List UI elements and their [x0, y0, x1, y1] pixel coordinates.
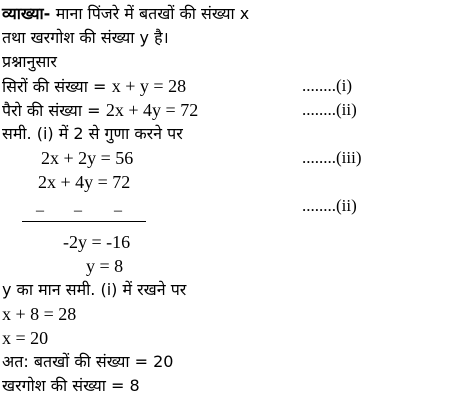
- ref-iii: ........(iii): [302, 148, 362, 167]
- answer-ducks: अत: बतखों की संख्या = 20: [2, 352, 174, 371]
- line-12-substitute: y का मान समी. (i) में रखने पर: [2, 280, 187, 299]
- subtraction-rule: [22, 221, 146, 222]
- ref-i: ........(i): [302, 76, 353, 95]
- equation-ii-repeat: 2x + 4y = 72: [38, 172, 131, 192]
- equation-x-plus-8: x + 8 = 28: [2, 304, 77, 324]
- statement-ducks: माना पिंजरे में बतखों की संख्या x: [55, 4, 250, 23]
- equation-iii: 2x + 2y = 56: [41, 148, 134, 168]
- line-6-multiply: समी. (i) में 2 से गुणा करने पर: [2, 124, 183, 143]
- line-5-legs: [2, 99, 198, 122]
- answer-rabbits: खरगोश की संख्या = 8: [2, 376, 140, 395]
- line-3-prashnanusar: प्रश्नानुसार: [2, 52, 57, 71]
- line-1: [2, 3, 249, 25]
- minus-sign-3: –: [114, 202, 122, 219]
- line-2: तथा खरगोश की संख्या y है।: [2, 28, 169, 47]
- minus-sign-2: –: [74, 202, 82, 219]
- ref-ii-second: ........(ii): [302, 196, 357, 215]
- equation-ii: 2x + 4y = 72: [105, 100, 199, 120]
- result-minus-2y: -2y = -16: [63, 232, 131, 252]
- equation-x-equals-20: x = 20: [2, 328, 49, 348]
- minus-sign-1: –: [36, 202, 44, 219]
- ref-ii: ........(ii): [302, 100, 357, 119]
- line-4-heads: [2, 75, 186, 98]
- equation-i: x + y = 28: [111, 76, 187, 96]
- result-y-equals-8: y = 8: [86, 256, 124, 276]
- legs-label: पैरो की संख्या =: [2, 101, 101, 120]
- heading-vyakhya: व्याख्या-: [2, 4, 51, 23]
- heads-label: सिरों की संख्या =: [2, 77, 107, 96]
